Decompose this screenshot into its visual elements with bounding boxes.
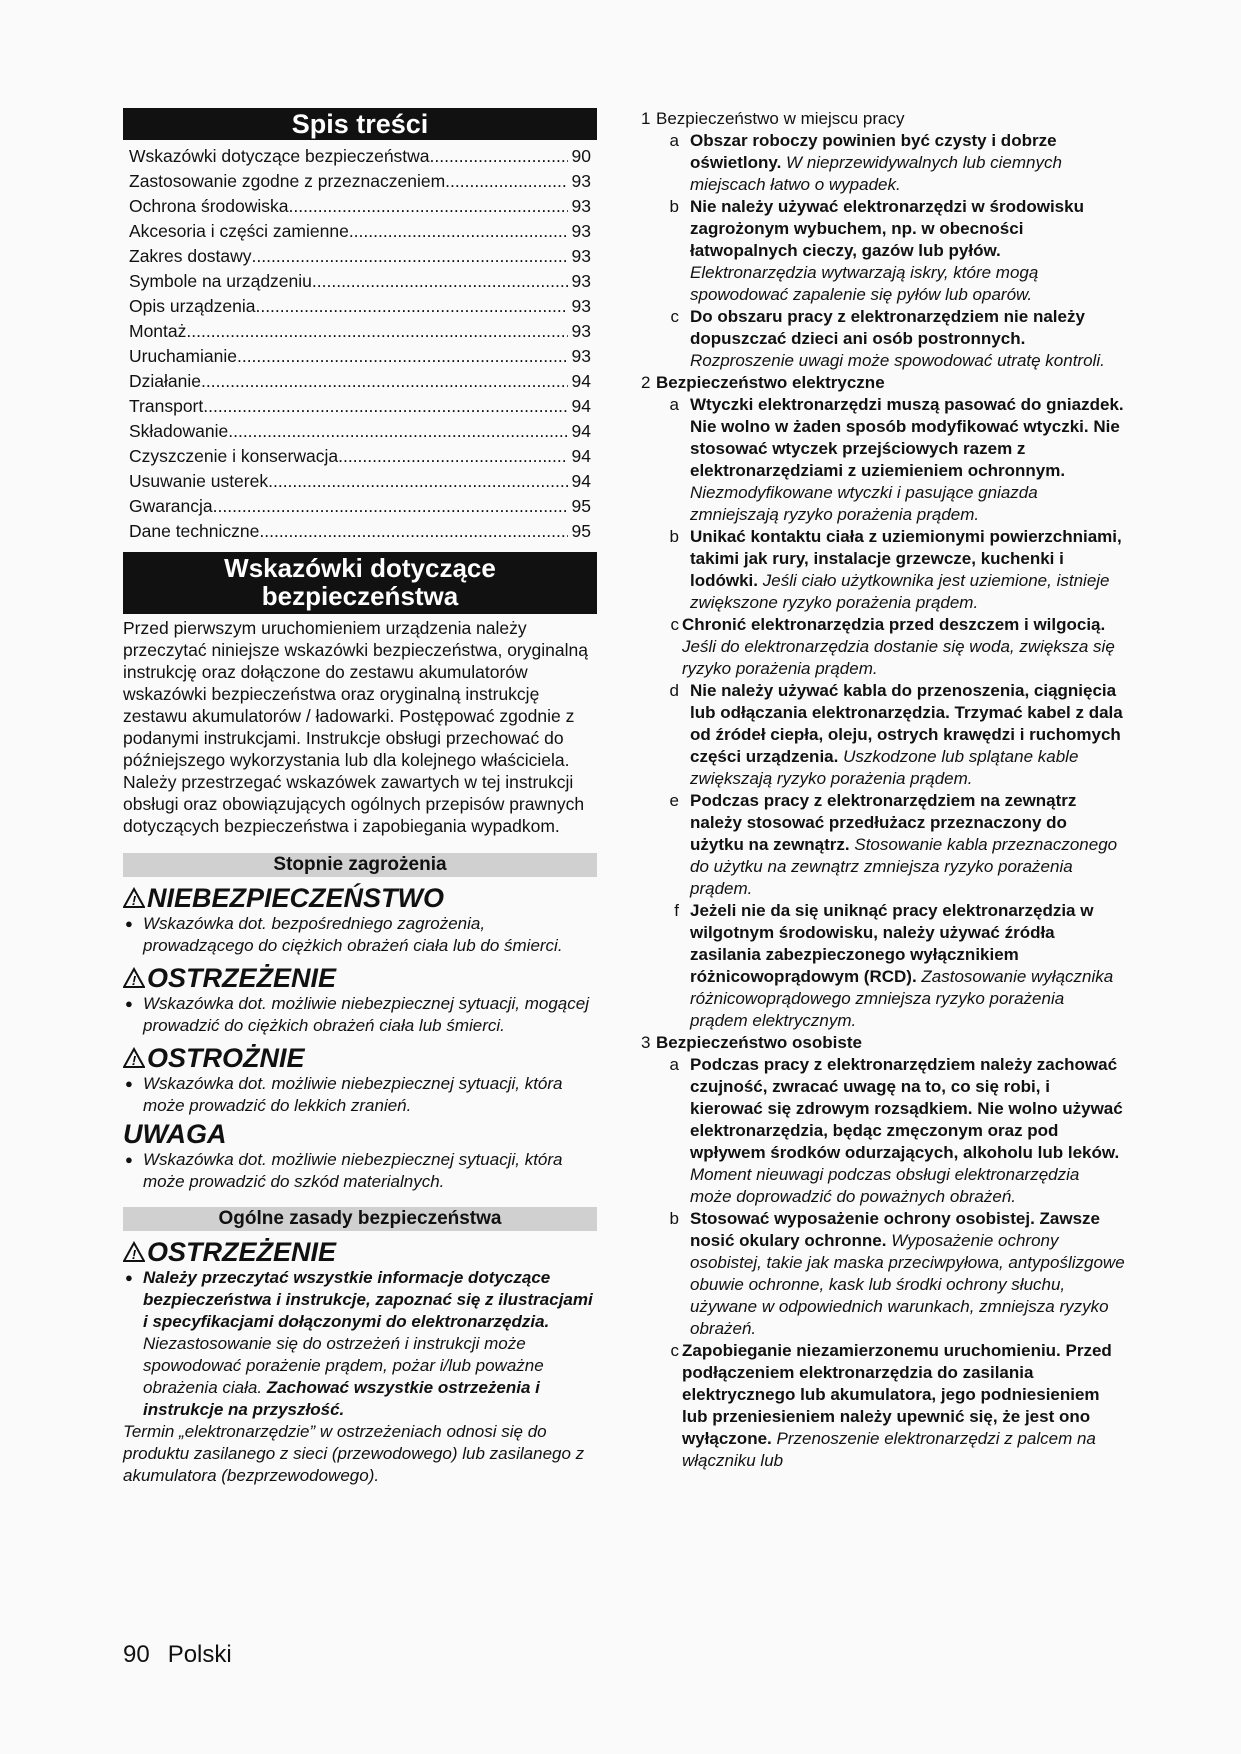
item-text [690,1208,1125,1340]
toc-entry-page: 94 [571,396,591,416]
general-warning-text [143,1267,597,1421]
toc-entry[interactable] [129,519,591,544]
general-rules-heading: Ogólne zasady bezpieczeństwa [123,1207,597,1231]
danger-note: ● Wskazówka dot. bezpośredniego zagrożenia, prowadzącego do ciężkich obrażeń ciała lub do śmierci. [123,913,597,957]
toc-entry[interactable] [129,269,591,294]
list-item [641,130,1125,196]
toc-entry-title: Ochrona środowiska [129,196,289,216]
item-bold: Jeżeli nie da się uniknąć pracy elektronarzędzia w wilgotnym środowisku, należy używać źródła zasilania zabezpieczonego wyłącznikiem różnicowoprądowym (RCD). [690,901,1094,986]
item-italic: Przenoszenie elektronarzędzi z palcem na włączniku lub [682,1429,1096,1470]
list-item [641,1340,1125,1472]
toc-leader-dots [349,219,568,244]
list-item [641,614,1125,680]
toc-entry-title: Montaż [129,321,187,341]
item-text [690,1054,1125,1208]
toc-entry-page: 93 [571,196,591,216]
toc-leader-dots [252,244,568,269]
item-text [690,790,1125,900]
general-bold-2: Zachować wszystkie ostrzeżenia i instrukcje na przyszłość. [143,1378,540,1419]
section-number: 2 [641,373,651,392]
item-italic: Elektronarzędzia wytwarzają iskry, które mogą spowodować zapalenie się pyłów lub oparów. [690,263,1039,304]
caution-label: OSTROŻNIE [147,1043,305,1073]
section-3-heading [641,1032,1125,1054]
item-letter: c [670,615,679,634]
item-letter: b [669,1209,679,1228]
toc-entry-title: Uruchamianie [129,346,237,366]
section-number: 1 [641,109,651,128]
toc-entry[interactable] [129,319,591,344]
toc-entry[interactable] [129,494,591,519]
notice-heading [123,1119,597,1149]
intro-paragraph-2: Należy przestrzegać wskazówek zawartych w tej instrukcji obsługi oraz obowiązujących ogólnych przepisów prawnych dotyczących bezpieczeństwa i zapobiegania wypadkom. [123,772,585,836]
left-column [123,108,597,1487]
warning-triangle-icon [123,967,145,989]
table-of-contents [129,144,591,544]
toc-entry-page: 93 [571,221,591,241]
toc-entry-page: 93 [571,296,591,316]
item-italic: Stosowanie kabla przeznaczonego do użytku na zewnątrz zmniejsza ryzyko porażenia prądem. [690,835,1118,898]
toc-entry-title: Opis urządzenia [129,296,256,316]
general-bold-1: Należy przeczytać wszystkie informacje dotyczące bezpieczeństwa i instrukcje, zapoznać się z ilustracjami i specyfikacjami dołączonymi do elektronarzędzia. [143,1268,593,1331]
list-item [641,526,1125,614]
caution-heading [123,1043,597,1073]
page-number: 90 [123,1641,150,1668]
toc-entry-title: Dane techniczne [129,521,260,541]
toc-leader-dots [213,494,568,519]
toc-leader-dots [338,444,567,469]
toc-entry[interactable] [129,419,591,444]
levels-heading: Stopnie zagrożenia [123,853,597,877]
toc-entry[interactable] [129,294,591,319]
item-italic: Uszkodzone lub splątane kable zwiększają ryzyko porażenia prądem. [690,747,1079,788]
warning-label: OSTRZEŻENIE [147,963,337,993]
toc-entry-page: 95 [571,521,591,541]
safety-title-line2: bezpieczeństwa [261,581,459,611]
intro-paragraph-1: Przed pierwszym uruchomieniem urządzenia należy przeczytać niniejsze wskazówki bezpieczeństwa, oryginalną instrukcję oraz dołączone do zestawu akumulatorów wskazówki bezpieczeństwa oraz oryginalną instrukcję zestawu akumulatorów / ładowarki. Postępować zgodnie z podanymi instrukcjami. Instrukcje obsługi przechować do późniejszego wykorzystania lub dla kolejnego właściciela. [123,618,588,770]
item-letter: a [669,1055,679,1074]
item-text [690,394,1125,526]
item-italic: Jeśli ciało użytkownika jest uziemione, istnieje zwiększone ryzyko porażenia prądem. [690,571,1110,612]
notice-text: Wskazówka dot. możliwie niebezpiecznej sytuacji, która może prowadzić do szkód materialnych. [143,1150,563,1191]
toc-entry-title: Transport [129,396,204,416]
toc-leader-dots [201,369,568,394]
toc-leader-dots [430,144,568,169]
item-bold: Do obszaru pracy z elektronarzędziem nie należy dopuszczać dzieci ani osób postronnych. [690,307,1085,348]
list-item [641,900,1125,1032]
notice-note: ● Wskazówka dot. możliwie niebezpiecznej sytuacji, która może prowadzić do szkód materialnych. [123,1149,597,1193]
list-item [641,306,1125,372]
toc-entry[interactable] [129,244,591,269]
item-bold: Chronić elektronarzędzia przed deszczem i wilgocią. [682,615,1106,634]
toc-entry-title: Wskazówki dotyczące bezpieczeństwa [129,146,430,166]
safety-title [123,552,597,614]
item-italic: Wyposażenie ochrony osobistej, takie jak maska przeciwpyłowa, antypoślizgowe obuwie ochronne, kask lub środki ochrony słuchu, używane w odpowiednich warunkach, zmniejsza ryzyko obrażeń. [690,1231,1125,1338]
list-item [641,790,1125,900]
item-text [682,1340,1125,1472]
item-bold: Wtyczki elektronarzędzi muszą pasować do gniazdek. Nie wolno w żaden sposób modyfikować wtyczki. Nie stosować wtyczek przejściowych razem z elektronarzędziami z uziemieniem ochronnym. [690,395,1124,480]
svg-text:!: ! [131,973,137,988]
warning-text: Wskazówka dot. możliwie niebezpiecznej sytuacji, mogącej prowadzić do ciężkich obrażeń ciała lub śmierci. [143,994,589,1035]
toc-entry[interactable] [129,344,591,369]
danger-text: Wskazówka dot. bezpośredniego zagrożenia, prowadzącego do ciężkich obrażeń ciała lub do śmierci. [143,914,563,955]
toc-entry[interactable] [129,469,591,494]
toc-entry-title: Zakres dostawy [129,246,252,266]
item-letter: a [669,131,679,150]
toc-leader-dots [203,394,567,419]
caution-text: Wskazówka dot. możliwie niebezpiecznej sytuacji, która może prowadzić do lekkich zranień. [143,1074,563,1115]
item-bold: Zapobieganie niezamierzonemu uruchomieniu. Przed podłączeniem elektronarzędzia do zasilania elektrycznego lub akumulatora, jego podniesieniem lub przeniesieniem należy upewnić się, że jest ono wyłączone. [682,1341,1112,1448]
page-footer [123,1641,250,1669]
danger-label: NIEBEZPIECZEŃSTWO [147,883,445,913]
toc-leader-dots [268,469,567,494]
item-italic: Moment nieuwagi podczas obsługi elektronarzędzia może doprowadzić do poważnych obrażeń. [690,1165,1080,1206]
footer-language: Polski [167,1641,232,1668]
toc-leader-dots [237,344,568,369]
item-bold: Unikać kontaktu ciała z uziemionymi powierzchniami, takimi jak rury, instalacje grzewcze, kuchenki i lodówki. [690,527,1122,590]
item-text [690,680,1125,790]
general-warning-heading [123,1237,597,1267]
list-item [641,394,1125,526]
toc-entry[interactable] [129,444,591,469]
toc-entry-page: 93 [571,271,591,291]
toc-entry[interactable] [129,169,591,194]
item-bold: Podczas pracy z elektronarzędziem na zewnątrz należy stosować przedłużacz przeznaczony do użytku na zewnątrz. [690,791,1077,854]
list-item [641,1054,1125,1208]
item-italic: W nieprzewidywalnych lub ciemnych miejscach łatwo o wypadek. [690,153,1062,194]
item-bold: Stosować wyposażenie ochrony osobistej. Zawsze nosić okulary ochronne. [690,1209,1101,1250]
notice-label: UWAGA [123,1119,227,1149]
section-title: Bezpieczeństwo elektryczne [656,373,885,392]
toc-entry[interactable] [129,394,591,419]
toc-entry[interactable] [129,144,591,169]
general-warning-label: OSTRZEŻENIE [147,1237,337,1267]
warning-triangle-icon [123,1047,145,1069]
item-bold: Podczas pracy z elektronarzędziem należy zachować czujność, zwracać uwagę na to, co się robi, i kierować się zdrowym rozsądkiem. Nie wolno używać elektronarzędzia, będąc zmęczonym oraz pod wpływem środków odurzających, alkoholu lub leków. [690,1055,1123,1162]
toc-entry-title: Akcesoria i części zamienne [129,221,349,241]
section-1-heading [641,108,1125,130]
item-letter: d [669,681,679,700]
right-column [641,108,1125,1472]
item-bold: Obszar roboczy powinien być czysty i dobrze oświetlony. [690,131,1057,172]
toc-entry[interactable] [129,219,591,244]
section-2-heading [641,372,1125,394]
section-number: 3 [641,1033,651,1052]
toc-entry-title: Składowanie [129,421,229,441]
toc-entry-page: 93 [571,321,591,341]
general-term-note: Termin „elektronarzędzie” w ostrzeżeniach odnosi się do produktu zasilanego z sieci (przewodowego) lub zasilanego z akumulatora (bezprzewodowego). [123,1422,585,1485]
section-title: Bezpieczeństwo osobiste [656,1033,862,1052]
toc-entry-page: 93 [571,246,591,266]
list-item [641,1208,1125,1340]
toc-entry-page: 93 [571,346,591,366]
svg-text:!: ! [131,1247,137,1262]
item-text [690,196,1125,306]
toc-entry-title: Zastosowanie zgodne z przeznaczeniem [129,171,446,191]
toc-entry-page: 94 [571,371,591,391]
item-italic: Niezmodyfikowane wtyczki i pasujące gniazda zmniejszają ryzyko porażenia prądem. [690,483,1038,524]
item-italic: Zastosowanie wyłącznika różnicowoprądowego zmniejsza ryzyko porażenia prądem elektrycznym. [690,967,1114,1030]
item-text [690,306,1125,372]
list-item [641,196,1125,306]
toc-entry-title: Symbole na urządzeniu [129,271,312,291]
toc-leader-dots [259,519,567,544]
danger-heading [123,883,597,913]
toc-leader-dots [186,319,567,344]
toc-leader-dots [255,294,567,319]
toc-entry-title: Działanie [129,371,201,391]
toc-leader-dots [228,419,567,444]
item-letter: b [669,197,679,216]
toc-entry-title: Usuwanie usterek [129,471,269,491]
toc-title: Spis treści [123,108,597,140]
toc-entry[interactable] [129,194,591,219]
warning-note: ● Wskazówka dot. możliwie niebezpiecznej sytuacji, mogącej prowadzić do ciężkich obrażeń ciała lub śmierci. [123,993,597,1037]
general-italic: Niezastosowanie się do ostrzeżeń i instrukcji może spowodować porażenie prądem, pożar i/lub poważne obrażenia ciała. [143,1334,544,1397]
item-letter: e [669,791,679,810]
warning-triangle-icon [123,887,145,909]
warning-triangle-icon [123,1241,145,1263]
toc-leader-dots [289,194,568,219]
item-text [690,900,1125,1032]
toc-entry-page: 94 [571,421,591,441]
item-text [690,526,1125,614]
list-item [641,680,1125,790]
toc-entry-page: 90 [571,146,591,166]
toc-entry-page: 95 [571,496,591,516]
item-bold: Nie należy używać elektronarzędzi w środowisku zagrożonym wybuchem, np. w obecności łatwopalnych cieczy, gazów lub pyłów. [690,197,1084,260]
item-letter: a [669,395,679,414]
toc-entry-page: 93 [571,171,591,191]
item-text [690,130,1125,196]
item-letter: c [670,1341,679,1360]
toc-entry-page: 94 [571,446,591,466]
svg-text:!: ! [131,893,137,908]
toc-leader-dots [445,169,567,194]
toc-entry-title: Czyszczenie i konserwacja [129,446,339,466]
toc-leader-dots [312,269,568,294]
item-letter: f [674,901,679,920]
toc-entry[interactable] [129,369,591,394]
safety-title-line1: Wskazówki dotyczące [224,553,496,583]
item-letter: b [669,527,679,546]
toc-entry-title: Gwarancja [129,496,213,516]
section-title: Bezpieczeństwo w miejscu pracy [656,109,905,128]
item-letter: c [670,307,679,326]
warning-heading [123,963,597,993]
item-italic: Rozproszenie uwagi może spowodować utratę kontroli. [690,351,1105,370]
item-bold: Nie należy używać kabla do przenoszenia, ciągnięcia lub odłączania elektronarzędzia. Trzymać kabel z dala od źródeł ciepła, oleju, ostrych krawędzi i ruchomych części urządzenia. [690,681,1123,766]
item-text [682,614,1125,680]
general-warning-note: ● Należy przeczytać wszystkie informacje dotyczące bezpieczeństwa i instrukcje, zapoznać się z ilustracjami i specyfikacjami dołączonymi do elektronarzędzia. Niezastosowanie się do ostrzeżeń i instrukcji może spowodować porażenie prądem, pożar i/lub poważne obrażenia ciała. Zachować wszystkie ostrzeżenia i instrukcje na przyszłość. [123,1267,597,1421]
svg-text:!: ! [131,1053,137,1068]
caution-note: ● Wskazówka dot. możliwie niebezpiecznej sytuacji, która może prowadzić do lekkich zranień. [123,1073,597,1117]
toc-entry-page: 94 [571,471,591,491]
item-italic: Jeśli do elektronarzędzia dostanie się woda, zwiększa się ryzyko porażenia prądem. [682,637,1115,678]
